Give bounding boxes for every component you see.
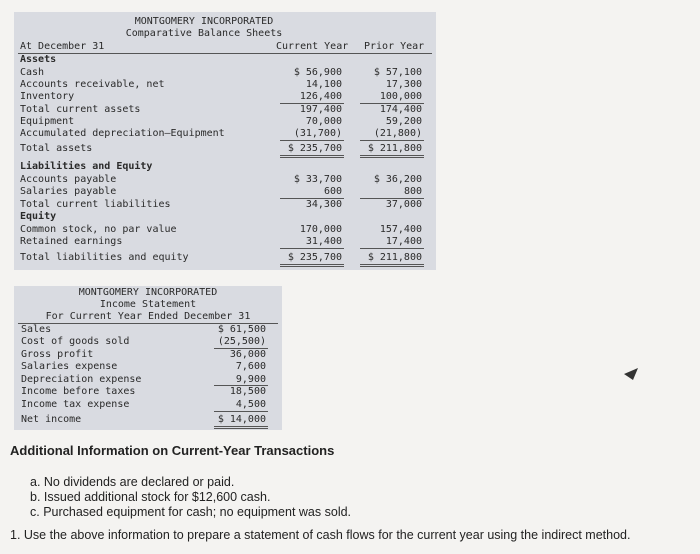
is-row-value: 9,900: [235, 374, 266, 385]
bs-assets-heading: Assets: [20, 54, 57, 65]
bs-liab-prior: 800: [403, 186, 422, 197]
additional-item: c. Purchased equipment for cash; no equipment was sold.: [30, 505, 352, 519]
is-row-label: Net income: [21, 414, 82, 425]
bs-liab-current: 34,300: [305, 199, 342, 210]
is-period: For Current Year Ended December 31: [45, 311, 251, 322]
instruction-text: 1. Use the above information to prepare a statement of cash flows for the current year using the indirect method.: [10, 528, 631, 542]
is-company: MONTGOMERY INCORPORATED: [78, 287, 218, 298]
bs-row-current: $ 56,900: [293, 67, 342, 78]
bs-equity-label: Retained earnings: [20, 236, 123, 247]
bs-row-prior: (21,800): [373, 128, 422, 139]
bs-row-prior: $ 57,100: [373, 67, 422, 78]
bs-row-label: Total assets: [20, 143, 93, 154]
bs-liab-label: Total current liabilities: [20, 199, 171, 210]
bs-equity-prior: $ 211,800: [367, 252, 422, 263]
income-statement-panel: [14, 286, 282, 430]
bs-row-current: 70,000: [305, 116, 342, 127]
bs-equity-prior: 17,400: [385, 236, 422, 247]
bs-liab-label: Salaries payable: [20, 186, 117, 197]
is-row-label: Income tax expense: [21, 399, 130, 410]
bs-equity-label: Total liabilities and equity: [20, 252, 189, 263]
bs-row-current: 126,400: [299, 91, 342, 102]
is-row-value: $ 14,000: [217, 414, 266, 425]
bs-liab-prior: $ 36,200: [373, 174, 422, 185]
bs-equity-current: 170,000: [299, 224, 342, 235]
is-row-label: Salaries expense: [21, 361, 118, 372]
bs-row-label: Accounts receivable, net: [20, 79, 165, 90]
bs-row-prior: 59,200: [385, 116, 422, 127]
bs-row-label: Accumulated depreciation—Equipment: [20, 128, 225, 139]
is-row-value: 4,500: [235, 399, 266, 410]
bs-date-label: At December 31: [20, 41, 105, 52]
bs-row-current: (31,700): [293, 128, 342, 139]
bs-liab-heading: Liabilities and Equity: [20, 161, 153, 172]
bs-liab-label: Accounts payable: [20, 174, 117, 185]
additional-item: b. Issued additional stock for $12,600 cash.: [30, 490, 271, 504]
bs-row-prior: 174,400: [379, 104, 422, 115]
bs-company: MONTGOMERY INCORPORATED: [134, 16, 274, 27]
is-row-label: Sales: [21, 324, 52, 335]
bs-equity-heading: Equity: [20, 211, 57, 222]
bs-title: Comparative Balance Sheets: [125, 28, 283, 39]
bs-liab-current: $ 33,700: [293, 174, 342, 185]
is-title: Income Statement: [99, 299, 197, 310]
bs-row-prior: 17,300: [385, 79, 422, 90]
bs-equity-label: Common stock, no par value: [20, 224, 177, 235]
bs-liab-prior: 37,000: [385, 199, 422, 210]
bs-equity-prior: 157,400: [379, 224, 422, 235]
bs-row-label: Inventory: [20, 91, 75, 102]
is-row-value: 36,000: [229, 349, 266, 360]
balance-sheet-panel: [14, 12, 436, 270]
bs-equity-current: $ 235,700: [287, 252, 342, 263]
bs-liab-current: 600: [323, 186, 342, 197]
bs-row-current: 197,400: [299, 104, 342, 115]
bs-row-label: Total current assets: [20, 104, 141, 115]
is-row-value: (25,500): [217, 336, 266, 347]
additional-item: a. No dividends are declared or paid.: [30, 475, 235, 489]
bs-row-label: Cash: [20, 67, 45, 78]
is-row-value: $ 61,500: [217, 324, 266, 335]
is-row-label: Cost of goods sold: [21, 336, 130, 347]
bs-row-prior: $ 211,800: [367, 143, 422, 154]
bs-col-prior: Prior Year: [364, 41, 425, 52]
is-row-label: Depreciation expense: [21, 374, 142, 385]
additional-heading: Additional Information on Current-Year Transactions: [10, 443, 335, 458]
bs-row-prior: 100,000: [379, 91, 422, 102]
bs-row-label: Equipment: [20, 116, 75, 127]
bs-equity-current: 31,400: [305, 236, 342, 247]
bs-col-current: Current Year: [276, 41, 349, 52]
is-row-value: 7,600: [235, 361, 266, 372]
bs-row-current: $ 235,700: [287, 143, 342, 154]
is-row-label: Income before taxes: [21, 386, 136, 397]
cursor-icon: [624, 368, 638, 380]
bs-row-current: 14,100: [305, 79, 342, 90]
is-row-value: 18,500: [229, 386, 266, 397]
is-row-label: Gross profit: [21, 349, 94, 360]
